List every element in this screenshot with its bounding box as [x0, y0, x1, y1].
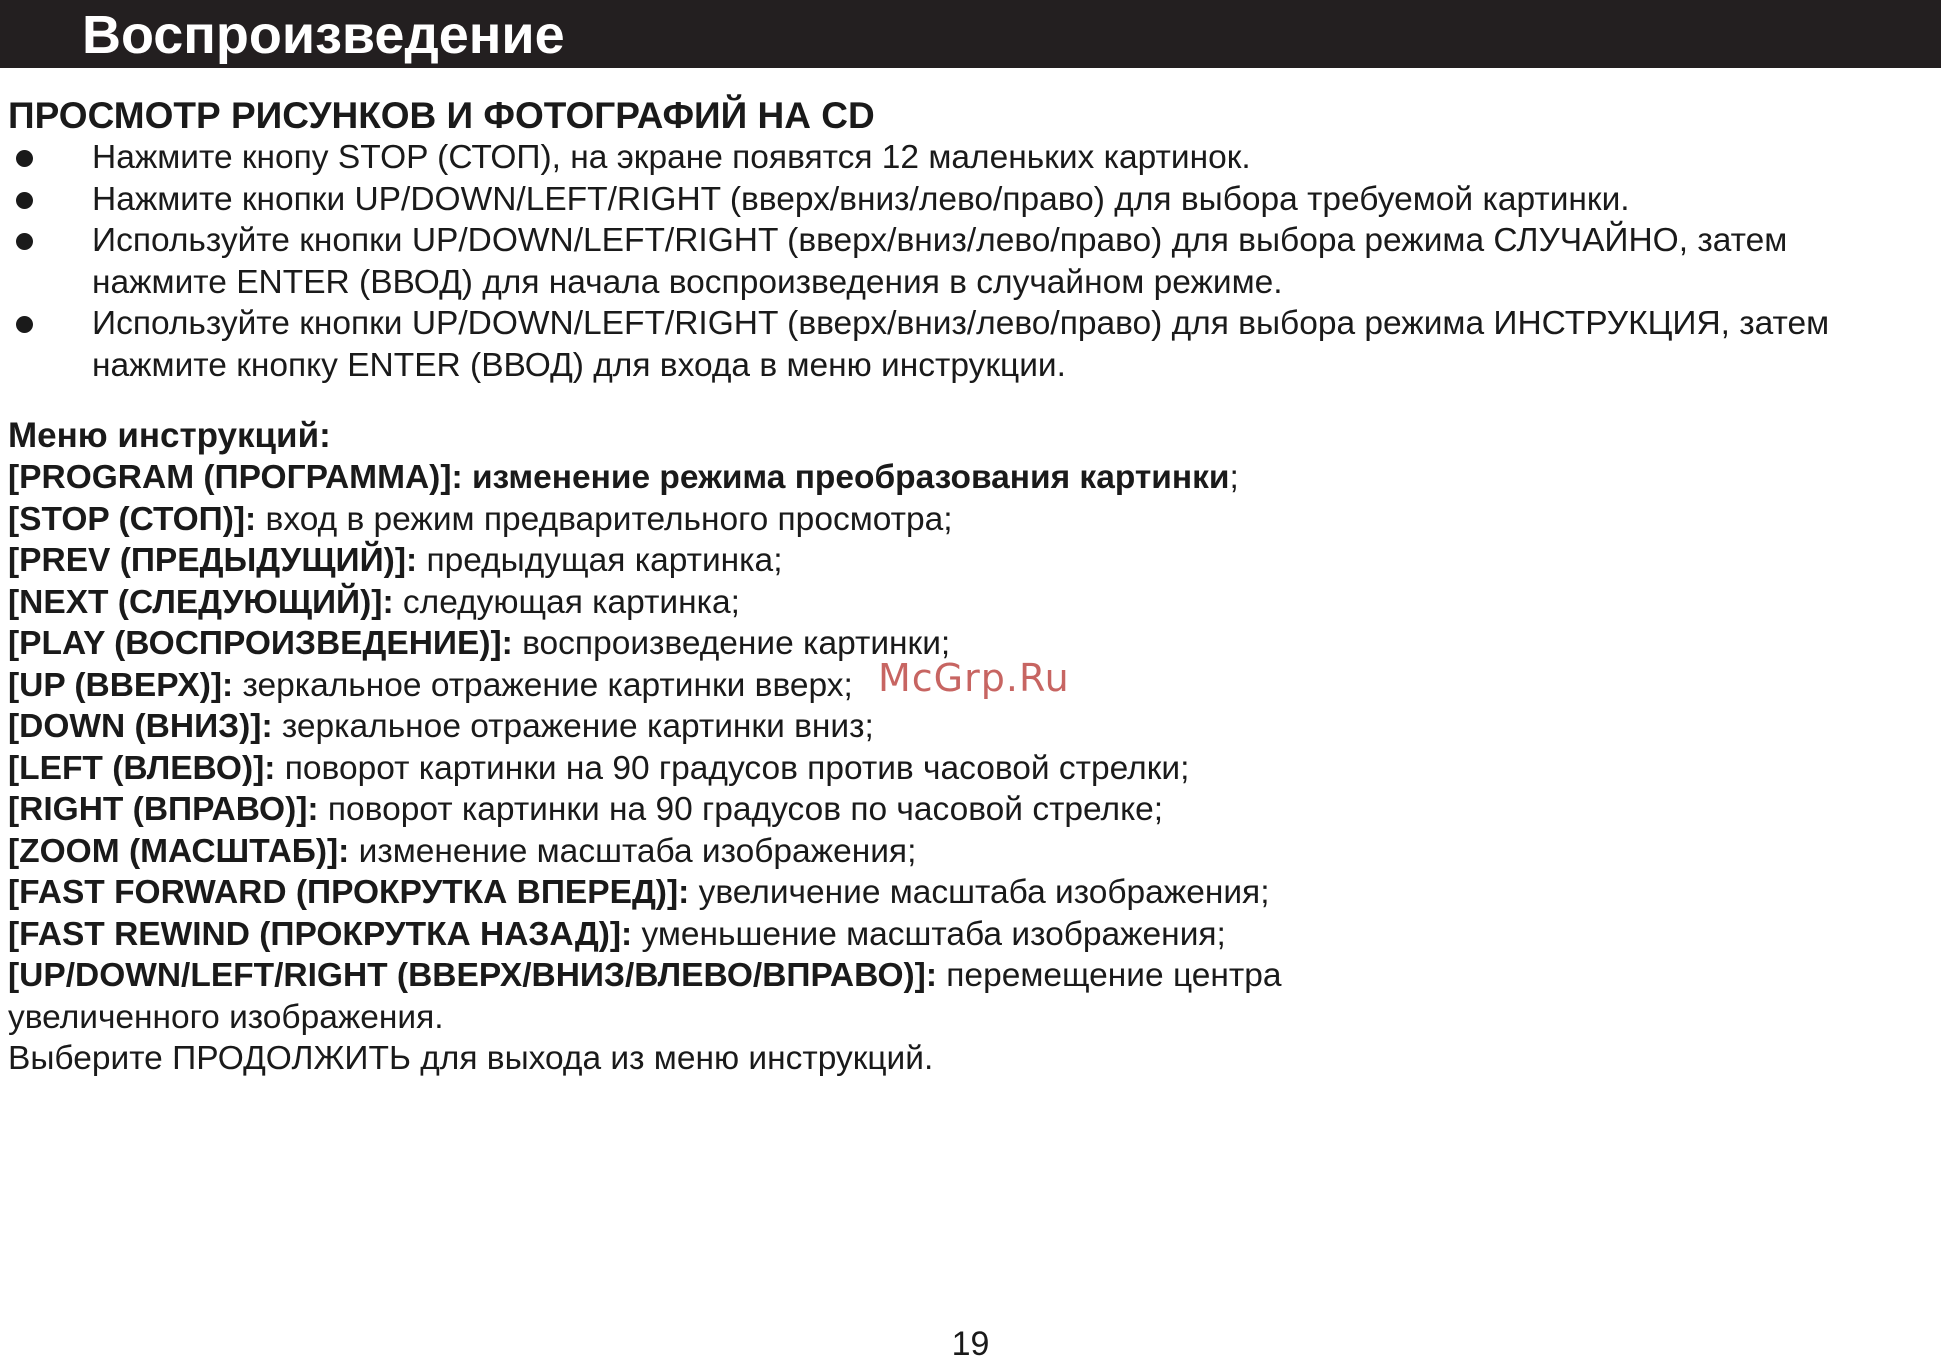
menu-item-stop [8, 499, 1928, 541]
menu-item-program [8, 457, 1928, 499]
menu-desc: увеличение масштаба изображения; [689, 874, 1270, 911]
bullet-text: Нажмите кнопки UP/DOWN/LEFT/RIGHT (вверх/вниз/лево/право) для выбора требуемой картинки. [92, 180, 1630, 218]
bullet-text: Используйте кнопки UP/DOWN/LEFT/RIGHT (вверх/вниз/лево/право) для выбора режима СЛУЧАЙНО, затем нажмите ENTER (ВВОД) для начала воспроизведения в случайном режиме. [92, 222, 1788, 301]
bullet-item [8, 303, 1928, 386]
bullet-text: Используйте кнопки UP/DOWN/LEFT/RIGHT (вверх/вниз/лево/право) для выбора режима ИНСТРУКЦИЯ, затем нажмите кнопку ENTER (ВВОД) для входа в меню инструкции. [92, 305, 1830, 384]
bullet-icon [16, 233, 33, 250]
watermark: McGrp.Ru [878, 656, 1070, 700]
menu-item-down [8, 706, 1928, 748]
menu-key: [RIGHT (ВПРАВО)]: [8, 791, 319, 828]
menu-key: [UP/DOWN/LEFT/RIGHT (ВВЕРХ/ВНИЗ/ВЛЕВО/ВПРАВО)]: [8, 957, 937, 994]
menu-desc: поворот картинки на 90 градусов против часовой стрелки; [275, 749, 1190, 787]
menu-item-fast-rewind [8, 914, 1928, 956]
menu-key: [NEXT (СЛЕДУЮЩИЙ)]: [8, 583, 394, 621]
bullet-icon [16, 316, 33, 333]
page-number: 19 [951, 1325, 990, 1363]
menu-key: [PLAY (ВОСПРОИЗВЕДЕНИЕ)]: [8, 625, 513, 662]
menu-desc: воспроизведение картинки; [512, 625, 951, 662]
menu-key: [STOP (СТОП)]: [8, 500, 257, 538]
menu-desc: следующая картинка; [393, 583, 740, 621]
menu-desc: вход в режим предварительного просмотра; [256, 500, 953, 538]
menu-item-prev [8, 540, 1928, 582]
menu-desc: зеркальное отражение картинки вверх; [233, 666, 853, 704]
menu-item-fast-forward [8, 872, 1928, 914]
bullet-item [8, 220, 1928, 303]
bullet-icon [16, 192, 33, 209]
menu-item-next [8, 582, 1928, 624]
menu-desc: уменьшение масштаба изображения; [632, 915, 1226, 953]
menu-key: [ZOOM (МАСШТАБ)]: [8, 832, 350, 870]
menu-key: [PROGRAM (ПРОГРАММА)]: [8, 459, 463, 496]
menu-title: Меню инструкций: [8, 416, 331, 455]
bullet-text: Нажмите кнопу STOP (СТОП), на экране появятся 12 маленьких картинок. [92, 139, 1251, 176]
menu-key: [DOWN (ВНИЗ)]: [8, 708, 273, 745]
section-title: ПРОСМОТР РИСУНКОВ И ФОТОГРАФИЙ НА CD [8, 95, 875, 136]
menu-item-right [8, 789, 1928, 831]
bullet-item [8, 179, 1928, 221]
menu-item-directions [8, 955, 1928, 997]
menu-desc: предыдущая картинка; [417, 542, 783, 579]
menu-item-left [8, 748, 1928, 790]
page-header-title: Воспроизведение [82, 5, 565, 65]
header-bar [0, 0, 1941, 68]
menu-desc: поворот картинки на 90 градусов по часовой стрелке; [318, 791, 1164, 828]
menu-desc: изменение масштаба изображения; [349, 832, 917, 870]
bullet-list [8, 137, 1928, 386]
menu-key: [UP (ВВЕРХ)]: [8, 666, 234, 704]
menu-item-zoom [8, 831, 1928, 873]
menu-key: [FAST REWIND (ПРОКРУТКА НАЗАД)]: [8, 915, 633, 953]
menu-key: [LEFT (ВЛЕВО)]: [8, 749, 276, 787]
bullet-icon [16, 150, 33, 167]
menu-continuation: увеличенного изображения. [8, 998, 444, 1036]
menu-key: [PREV (ПРЕДЫДУЩИЙ)]: [8, 542, 418, 579]
bullet-item [8, 137, 1928, 179]
menu-desc: изменение режима преобразования картинки [462, 459, 1230, 496]
menu-desc: перемещение центра [936, 957, 1282, 994]
menu-key: [FAST FORWARD (ПРОКРУТКА ВПЕРЕД)]: [8, 874, 690, 911]
page-content [8, 95, 1928, 1080]
menu-desc: зеркальное отражение картинки вниз; [272, 708, 874, 745]
instruction-menu [8, 415, 1928, 1080]
menu-closing-note: Выберите ПРОДОЛЖИТЬ для выхода из меню инструкций. [8, 1040, 934, 1077]
menu-desc-end: ; [1229, 459, 1239, 496]
